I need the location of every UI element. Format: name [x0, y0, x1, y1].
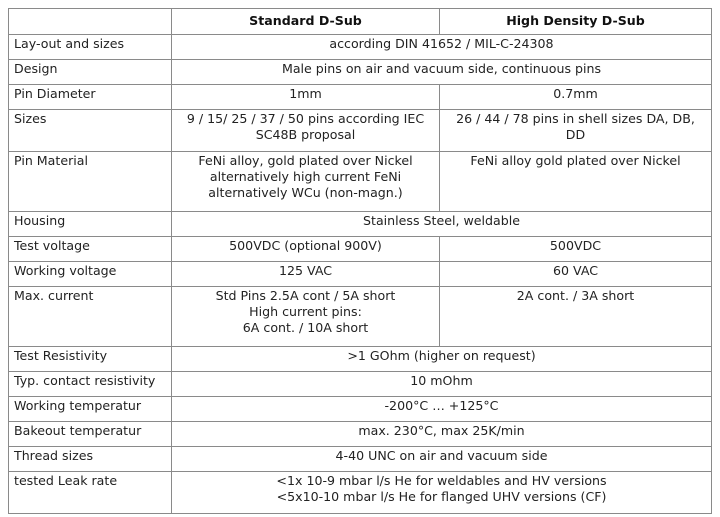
row-value: >1 GOhm (higher on request)	[172, 347, 712, 372]
high-density-value	[440, 287, 712, 347]
value-line: SC48B proposal	[255, 127, 356, 142]
row-value: 10 mOhm	[172, 372, 712, 397]
table-row	[9, 397, 712, 422]
table-row	[9, 237, 712, 262]
value-line: alternatively high current FeNi	[209, 169, 402, 184]
value-line: 60 VAC	[552, 263, 599, 278]
value-line: 9 / 15/ 25 / 37 / 50 pins according IEC	[186, 111, 425, 126]
row-value: max. 230°C, max 25K/min	[172, 422, 712, 447]
value-line: FeNi alloy gold plated over Nickel	[470, 153, 681, 168]
high-density-value	[440, 152, 712, 212]
row-value	[172, 472, 712, 514]
table-row	[9, 85, 712, 110]
table-row	[9, 60, 712, 85]
value-line: High current pins:	[249, 304, 362, 319]
table-row	[9, 152, 712, 212]
value-line: Std Pins 2.5A cont / 5A short	[215, 288, 396, 303]
value-line: 125 VAC	[278, 263, 333, 278]
header-standard-dsub: Standard D-Sub	[172, 9, 440, 35]
value-line: 2A cont. / 3A short	[516, 288, 635, 303]
high-density-value	[440, 262, 712, 287]
value-line: <1x 10-9 mbar l/s He for weldables and HV versions	[276, 473, 607, 488]
standard-value	[172, 110, 440, 152]
value-line: 500VDC	[549, 238, 602, 253]
row-label: Pin Diameter	[9, 85, 172, 110]
table-row	[9, 262, 712, 287]
value-line: <5x10-10 mbar l/s He for flanged UHV versions (CF)	[276, 489, 607, 504]
standard-value	[172, 152, 440, 212]
header-blank	[9, 9, 172, 35]
row-label: Working temperatur	[9, 397, 172, 422]
table-row	[9, 35, 712, 60]
row-label: Test Resistivity	[9, 347, 172, 372]
row-value: -200°C … +125°C	[172, 397, 712, 422]
header-row	[9, 9, 712, 35]
table-row	[9, 212, 712, 237]
value-line: 0.7mm	[553, 86, 598, 101]
row-label: Lay-out and sizes	[9, 35, 172, 60]
table-row	[9, 447, 712, 472]
table-row	[9, 372, 712, 397]
standard-value	[172, 85, 440, 110]
row-label: tested Leak rate	[9, 472, 172, 514]
row-value: 4-40 UNC on air and vacuum side	[172, 447, 712, 472]
row-value: according DIN 41652 / MIL-C-24308	[172, 35, 712, 60]
row-label: Pin Material	[9, 152, 172, 212]
row-label: Test voltage	[9, 237, 172, 262]
table-row	[9, 472, 712, 514]
value-line: 26 / 44 / 78 pins in shell sizes DA, DB,	[456, 111, 695, 126]
standard-value	[172, 237, 440, 262]
high-density-value	[440, 85, 712, 110]
row-value: Male pins on air and vacuum side, continuous pins	[172, 60, 712, 85]
header-high-density-dsub: High Density D-Sub	[440, 9, 712, 35]
row-label: Bakeout temperatur	[9, 422, 172, 447]
value-line: DD	[565, 127, 586, 142]
standard-value	[172, 262, 440, 287]
spec-table-container	[8, 8, 712, 514]
table-row	[9, 110, 712, 152]
high-density-value	[440, 237, 712, 262]
table-row	[9, 347, 712, 372]
row-label: Sizes	[9, 110, 172, 152]
row-label: Max. current	[9, 287, 172, 347]
row-label: Typ. contact resistivity	[9, 372, 172, 397]
row-value: Stainless Steel, weldable	[172, 212, 712, 237]
standard-value	[172, 287, 440, 347]
value-line: alternatively WCu (non-magn.)	[208, 185, 403, 200]
row-label: Design	[9, 60, 172, 85]
table-row	[9, 422, 712, 447]
spec-table	[8, 8, 712, 514]
value-line: 1mm	[289, 86, 322, 101]
row-label: Housing	[9, 212, 172, 237]
value-line: FeNi alloy, gold plated over Nickel	[198, 153, 413, 168]
value-line: 6A cont. / 10A short	[242, 320, 369, 335]
high-density-value	[440, 110, 712, 152]
table-row	[9, 287, 712, 347]
row-label: Thread sizes	[9, 447, 172, 472]
row-label: Working voltage	[9, 262, 172, 287]
value-line: 500VDC (optional 900V)	[229, 238, 382, 253]
